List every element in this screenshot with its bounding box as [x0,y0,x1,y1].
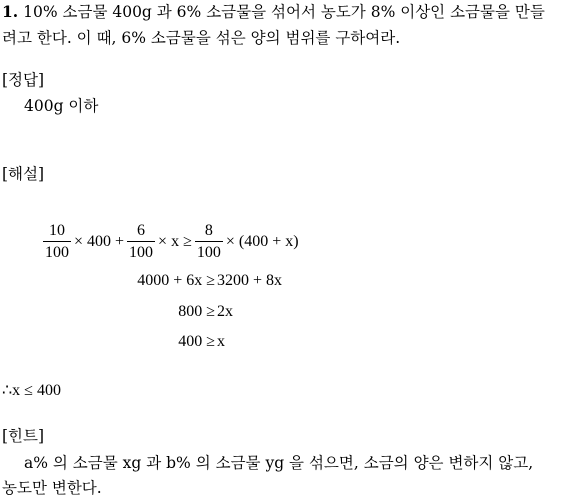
problem-line-1 [2,2,545,22]
answer-value: 400g 이하 [24,97,99,115]
hint-text-1: a% 의 소금물 xg 과 b% 의 소금물 yg 을 섞으면, 소금의 양은 변하지 않고, [24,454,534,472]
hint-label: [힌트] [2,427,45,445]
problem-text-1: 10% 소금물 400g 과 6% 소금물을 섞어서 농도가 8% 이상인 소금물을 만들 [23,3,545,21]
equation-3-lhs: 800 ≥ [178,303,215,320]
solution-label: [해설] [2,165,45,183]
equation-3-rhs: 2x [217,303,233,320]
answer-label: [정답] [2,71,45,89]
equation-2-lhs: 4000 + 6x ≥ [137,272,215,289]
fraction-8-100: $\frac{8}{100}$ [196,222,221,261]
equation-4-rhs: x [217,333,225,350]
problem-text-2: 려고 한다. 이 때, 6% 소금물을 섞은 양의 범위를 구하여라. [2,29,401,47]
problem-number: 1. [2,2,19,21]
fraction-6-100: $\frac{6}{100}$ [129,222,154,261]
conclusion: ∴x ≤ 400 [2,382,61,399]
fraction-10-100: $\frac{10}{100}$ [45,222,69,261]
equation-4-lhs: 400 ≥ [178,333,215,350]
hint-text-2: 농도만 변한다. [2,479,102,497]
equation-1: $\frac{10}{100}$ × 400 + $\frac{6}{100}$ × x ≥ $\frac{8}{100}$ × (400 + x) [45,222,299,261]
equation-2-rhs: 3200 + 8x [217,272,283,289]
